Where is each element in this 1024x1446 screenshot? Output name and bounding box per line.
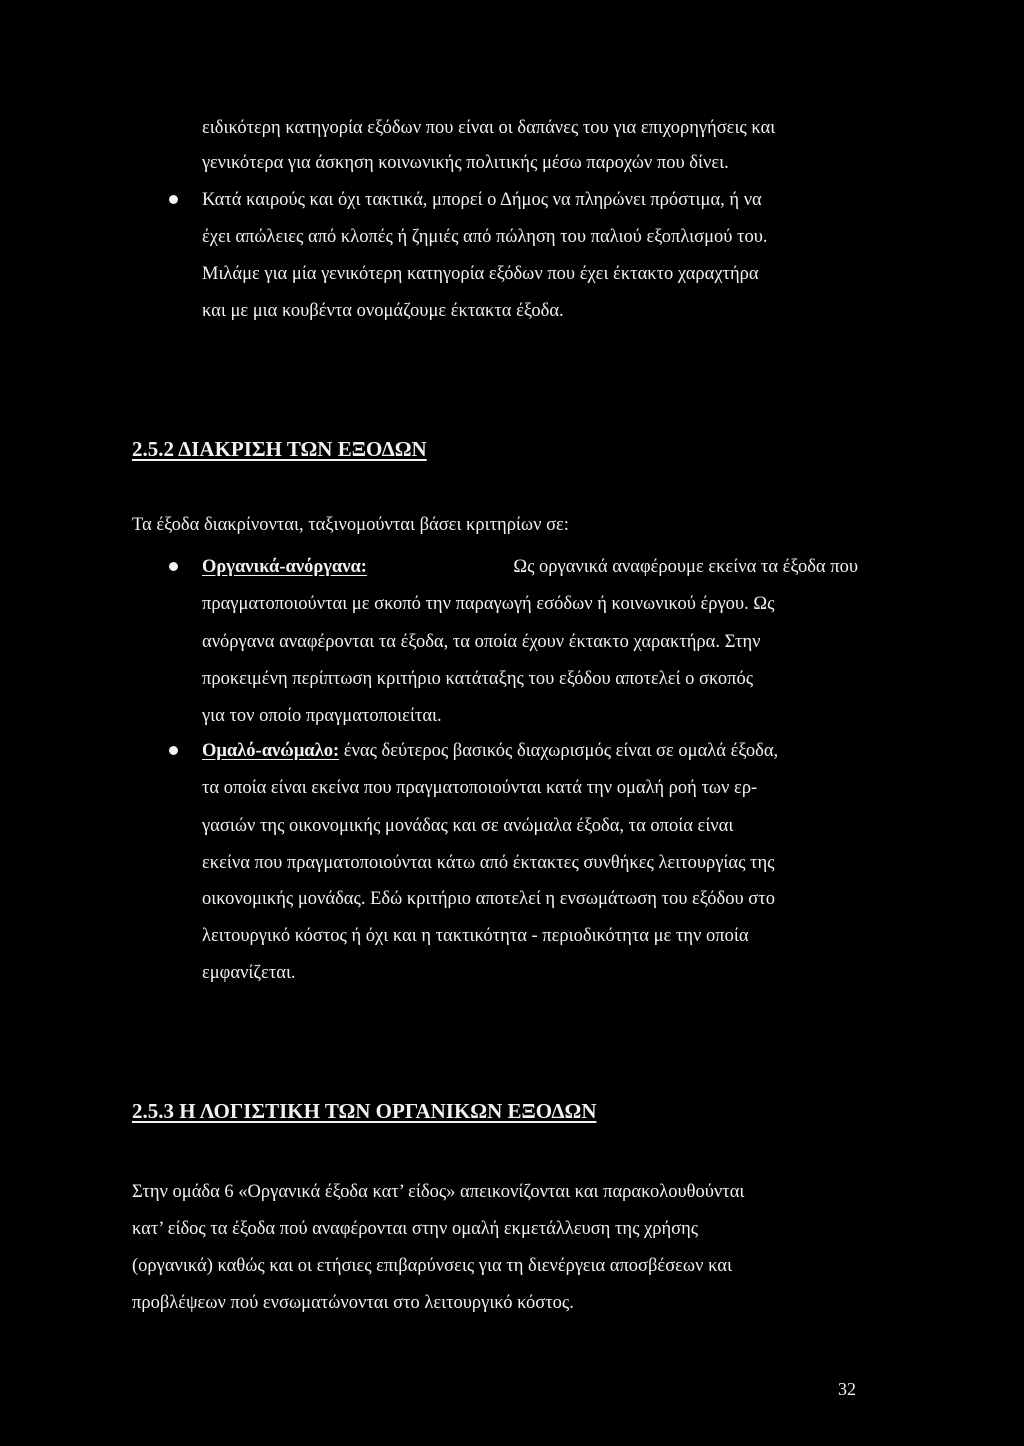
paragraph-line: κατ’ είδος τα έξοδα πού αναφέρονται στην ομαλή εκμετάλλευση της χρήσης <box>132 1219 699 1239</box>
paragraph-line <box>202 555 858 579</box>
paragraph-line: λειτουργικό κόστος ή όχι και η τακτικότητα - περιοδικότητα με την οποία <box>202 926 749 946</box>
paragraph-line: πραγματοποιούνται με σκοπό την παραγωγή εσόδων ή κοινωνικού έργου. Ως <box>202 594 775 614</box>
paragraph-text: Ως οργανικά αναφέρουμε εκείνα τα έξοδα που <box>513 557 858 577</box>
section-heading: 2.5.3 Η ΛΟΓΙΣΤΙΚΗ ΤΩΝ ΟΡΓΑΝΙΚΩΝ ΕΞΟΔΩΝ <box>132 1099 597 1123</box>
paragraph-line: οικονομικής μονάδας. Εδώ κριτήριο αποτελεί η ενσωμάτωση του εξόδου στο <box>202 889 775 909</box>
paragraph-line: γενικότερα για άσκηση κοινωνικής πολιτικής μέσω παροχών που δίνει. <box>202 153 729 173</box>
paragraph-line: Στην ομάδα 6 «Οργανικά έξοδα κατ’ είδος» απεικονίζονται και παρακολουθούνται <box>132 1182 745 1202</box>
paragraph-line: προκειμένη περίπτωση κριτήριο κατάταξης του εξόδου αποτελεί ο σκοπός <box>202 669 754 689</box>
paragraph-line: Μιλάμε για μία γενικότερη κατηγορία εξόδων που έχει έκτακτο χαραχτήρα <box>202 264 759 284</box>
bullet-icon <box>169 746 178 755</box>
paragraph-line: έχει απώλειες από κλοπές ή ζημιές από πώληση του παλιού εξοπλισμού του. <box>202 227 768 247</box>
paragraph-line: εκείνα που πραγματοποιούνται κάτω από έκτακτες συνθήκες λειτουργίας της <box>202 853 775 873</box>
paragraph-line: τα οποία είναι εκείνα που πραγματοποιούνται κατά την ομαλή ροή των ερ- <box>202 778 758 798</box>
bullet-icon <box>169 562 178 571</box>
paragraph-line: γασιών της οικονομικής μονάδας και σε ανώμαλα έξοδα, τα οποία είναι <box>202 816 734 836</box>
paragraph-line: για τον οποίο πραγματοποιείται. <box>202 706 442 726</box>
paragraph-line: ειδικότερη κατηγορία εξόδων που είναι οι δαπάνες του για επιχορηγήσεις και <box>202 118 776 138</box>
bullet-icon <box>169 195 178 204</box>
paragraph-line: και με μια κουβέντα ονομάζουμε έκτακτα έξοδα. <box>202 301 564 321</box>
paragraph-line: Τα έξοδα διακρίνονται, ταξινομούνται βάσει κριτηρίων σε: <box>132 515 569 535</box>
term-organic: Οργανικά-ανόργανα: <box>202 557 367 577</box>
section-heading: 2.5.2 ΔΙΑΚΡΙΣΗ ΤΩΝ ΕΞΟΔΩΝ <box>132 437 427 461</box>
paragraph-line: Κατά καιρούς και όχι τακτικά, μπορεί ο Δήμος να πληρώνει πρόστιμα, ή να <box>202 190 762 210</box>
paragraph-line: προβλέψεων πού ενσωματώνονται στο λειτουργικό κόστος. <box>132 1293 574 1313</box>
paragraph-line <box>202 739 778 763</box>
paragraph-line: εμφανίζεται. <box>202 963 296 983</box>
paragraph-line: (οργανικά) καθώς και οι ετήσιες επιβαρύνσεις για τη διενέργεια αποσβέσεων και <box>132 1256 732 1276</box>
term-regular: Ομαλό-ανώμαλο: <box>202 741 340 761</box>
paragraph-text: ένας δεύτερος βασικός διαχωρισμός είναι σε ομαλά έξοδα, <box>343 741 779 761</box>
page-number: 32 <box>838 1379 856 1399</box>
paragraph-line: ανόργανα αναφέρονται τα έξοδα, τα οποία έχουν έκτακτο χαρακτήρα. Στην <box>202 632 761 652</box>
